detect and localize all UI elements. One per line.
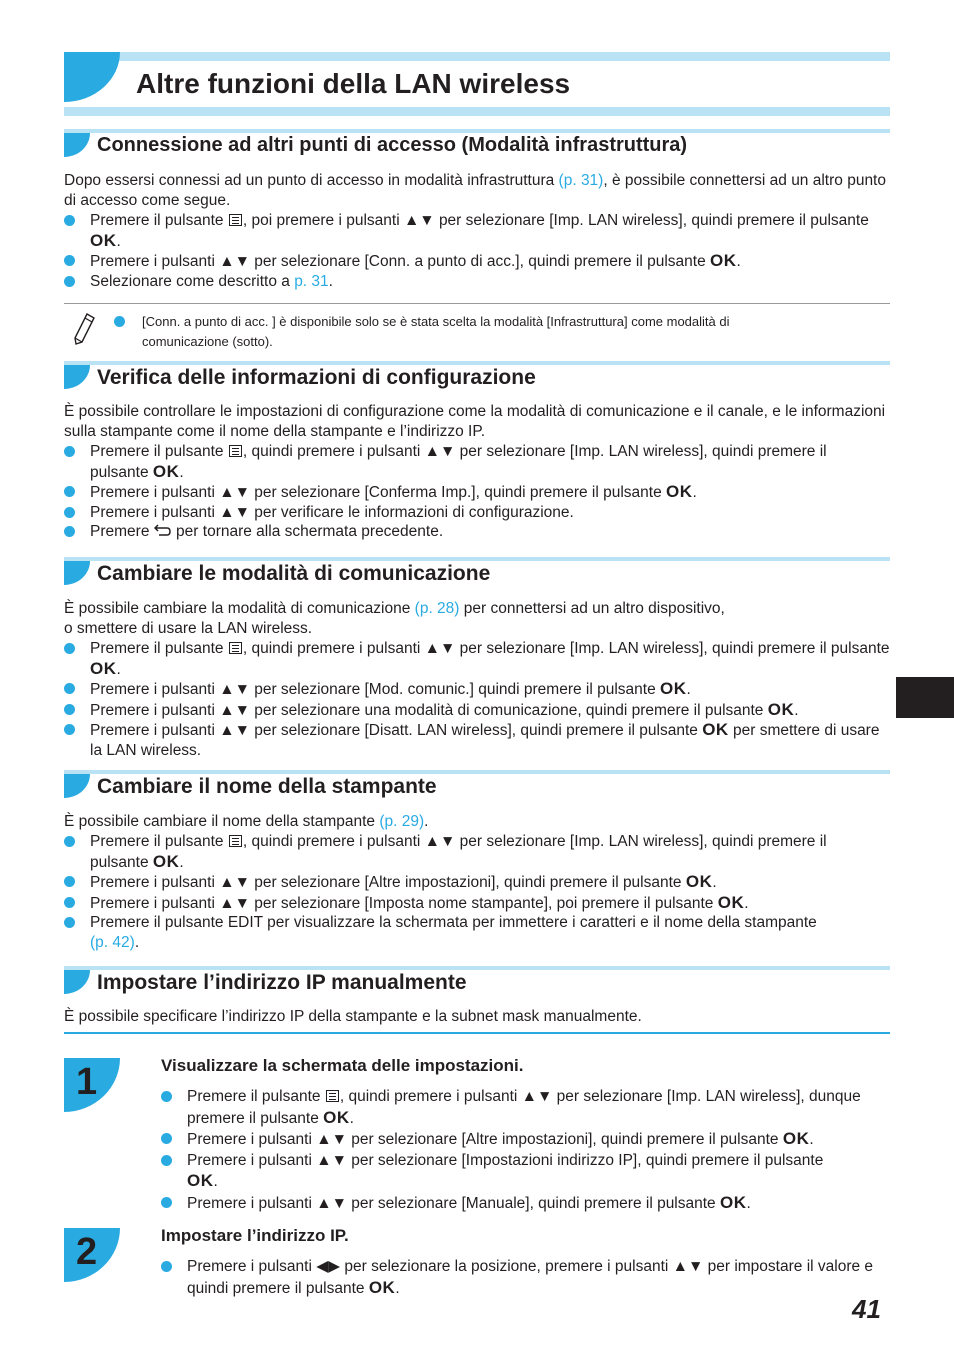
section-title: Cambiare le modalità di comunicazione — [97, 562, 491, 585]
text: Premere il pulsante EDIT per visualizzare la schermata per immettere i caratteri e il nome della stampante — [90, 914, 817, 931]
text: , è possibile connettersi ad un altro punto di accesso come segue. — [64, 172, 886, 209]
list-item — [161, 1193, 890, 1215]
text: , poi premere i pulsanti ▲▼ per selezionare [Imp. LAN wireless], quindi premere il pulsante — [242, 212, 869, 229]
bullet-icon — [64, 724, 75, 735]
ok-icon: OK — [666, 482, 693, 501]
text: . — [712, 874, 717, 891]
section-heading-comm-mode — [64, 557, 890, 587]
list-item — [161, 1151, 890, 1193]
text: Premere il pulsante — [90, 833, 228, 850]
step-title: Impostare l’indirizzo IP. — [161, 1226, 349, 1245]
bullet-icon — [64, 704, 75, 715]
ok-icon: OK — [685, 872, 713, 891]
page-link[interactable]: (p. 29) — [379, 813, 425, 830]
note-box — [64, 303, 890, 354]
text: Premere il pulsante — [90, 443, 228, 460]
text: Selezionare come descritto a — [90, 272, 295, 290]
section-title: Impostare l’indirizzo IP manualmente — [97, 971, 467, 994]
page-link[interactable]: (p. 42) — [90, 933, 135, 951]
step-title: Visualizzare la schermata delle impostazioni. — [161, 1056, 524, 1075]
section-accent-shape — [64, 365, 90, 389]
steps-list — [64, 639, 890, 760]
ok-icon: OK — [368, 1277, 396, 1297]
text: . — [809, 1131, 814, 1148]
step-number-badge — [64, 1058, 120, 1112]
list-item — [64, 211, 890, 251]
text: Premere i pulsanti ▲▼ per selezionare [Conn. a punto di acc.], quindi premere il pulsante — [90, 253, 711, 270]
bullet-icon — [161, 1155, 172, 1166]
chapter-tab — [896, 677, 954, 718]
bullet-icon — [64, 876, 75, 887]
section-accent-shape — [64, 970, 90, 994]
text: . — [213, 1173, 218, 1190]
bullet-icon — [161, 1197, 172, 1208]
bullet-icon — [161, 1091, 172, 1102]
section-accent-shape — [64, 133, 90, 157]
text: per connettersi ad un altro dispositivo, — [459, 600, 725, 617]
section-rule — [64, 361, 890, 365]
text: per tornare alla schermata precedente. — [171, 523, 444, 540]
menu-icon — [229, 642, 242, 654]
text: . — [746, 1194, 751, 1212]
section-title: Connessione ad altri punti di accesso (Modalità infrastruttura) — [97, 134, 688, 156]
bullet-icon — [161, 1133, 172, 1144]
intro-text — [64, 812, 890, 832]
ok-icon: OK — [152, 851, 180, 871]
steps-list — [161, 1257, 890, 1299]
section-rule — [64, 129, 890, 133]
text: Premere i pulsanti ▲▼ per selezionare una modalità di comunicazione, quindi premere il pulsante — [90, 701, 768, 719]
text: per smettere di usare la LAN wireless. — [90, 722, 880, 759]
list-item — [64, 679, 890, 700]
page-link[interactable]: p. 31 — [294, 272, 329, 290]
title-rule-top — [64, 52, 890, 61]
ok-icon: OK — [782, 1129, 810, 1148]
text: Premere il pulsante — [187, 1088, 325, 1105]
text: . — [744, 894, 749, 912]
section-heading-infrastructure — [64, 129, 890, 159]
text: Premere il pulsante — [90, 212, 228, 229]
intro-text — [64, 171, 890, 211]
note-list — [114, 312, 814, 352]
bullet-icon — [64, 836, 75, 847]
text: Premere i pulsanti ▲▼ per selezionare [Imposta nome stampante], poi premere il pulsante — [90, 894, 718, 912]
ok-icon: OK — [767, 699, 795, 719]
text: , quindi premere i pulsanti ▲▼ per selezionare [Imp. LAN wireless], quindi premere il pulsante — [90, 833, 827, 871]
title-rule-bottom — [64, 107, 890, 116]
text: . — [134, 933, 140, 951]
text: Premere i pulsanti ▲▼ per selezionare [Disatt. LAN wireless], quindi premere il pulsante — [90, 722, 703, 739]
list-item — [64, 522, 890, 542]
list-item — [64, 872, 890, 893]
list-item — [64, 272, 890, 292]
text: , quindi premere i pulsanti ▲▼ per selezionare [Imp. LAN wireless], quindi premere il pulsante — [90, 443, 827, 481]
text: . — [692, 484, 697, 501]
bullet-icon — [64, 526, 75, 537]
bullet-icon — [64, 897, 75, 908]
ok-icon: OK — [702, 720, 729, 739]
list-item — [64, 639, 890, 679]
section-body-infrastructure — [64, 171, 890, 291]
back-arrow-icon — [154, 524, 172, 537]
text: Premere i pulsanti ▲▼ per selezionare [Manuale], quindi premere il pulsante — [187, 1194, 720, 1212]
text: . — [736, 253, 741, 270]
list-item — [64, 700, 890, 721]
bullet-icon — [114, 316, 125, 327]
ok-icon: OK — [323, 1107, 350, 1127]
section-title: Verifica delle informazioni di configurazione — [97, 366, 536, 389]
text: Premere i pulsanti ▲▼ per selezionare [Impostazioni indirizzo IP], quindi premere il pulsante — [187, 1151, 824, 1169]
text: È possibile cambiare la modalità di comunicazione — [64, 600, 415, 617]
text: Premere i pulsanti ▲▼ per selezionare [Mod. comunic.] quindi premere il pulsante — [90, 681, 661, 698]
text: . — [179, 853, 184, 871]
menu-icon — [229, 835, 242, 847]
section-body-printer-name — [64, 812, 890, 952]
text: Dopo essersi connessi ad un punto di accesso in modalità infrastruttura — [64, 172, 559, 189]
list-item — [64, 482, 890, 503]
menu-icon — [326, 1090, 339, 1102]
bullet-icon — [64, 507, 75, 518]
bullet-icon — [64, 683, 75, 694]
bullet-icon — [64, 446, 75, 457]
section-body-verify — [64, 402, 890, 542]
menu-icon — [229, 445, 242, 457]
list-item — [64, 503, 890, 523]
step-number: 2 — [76, 1231, 98, 1273]
steps-list — [161, 1087, 890, 1214]
menu-icon — [229, 214, 242, 226]
ok-icon: OK — [710, 251, 737, 270]
list-item — [161, 1087, 890, 1129]
list-item — [161, 1257, 890, 1299]
step-body — [161, 1087, 890, 1214]
bullet-icon — [64, 917, 75, 928]
ok-icon: OK — [717, 892, 745, 912]
title-accent-shape — [64, 52, 120, 102]
text: . — [794, 701, 799, 719]
bullet-icon — [64, 215, 75, 226]
bullet-icon — [64, 643, 75, 654]
ok-icon: OK — [187, 1171, 214, 1190]
section-divider — [64, 1032, 890, 1034]
text: Premere i pulsanti ▲▼ per selezionare [Conferma Imp.], quindi premere il pulsante — [90, 484, 667, 501]
text: Premere i pulsanti ◀▶ per selezionare la posizione, premere i pulsanti ▲▼ per impostare il valore e quindi premere il pulsante — [187, 1258, 874, 1297]
text: . — [179, 463, 184, 481]
list-item — [64, 913, 890, 952]
text: . — [349, 1109, 354, 1127]
text: . — [686, 681, 691, 698]
steps-list — [64, 832, 890, 952]
note-text: [Conn. a punto di acc. ] è disponibile solo se è stata scelta la modalità [Infrastruttura] come modalità di comunicazione (sotto). — [142, 314, 730, 349]
text: Premere — [90, 523, 154, 540]
section-accent-shape — [64, 561, 90, 585]
steps-list — [64, 211, 890, 291]
page-number: 41 — [852, 1294, 881, 1324]
list-item — [64, 442, 890, 482]
text: . — [328, 272, 333, 290]
page-link[interactable]: (p. 28) — [414, 600, 460, 617]
bullet-icon — [161, 1261, 172, 1272]
note-item — [114, 312, 814, 352]
section-rule — [64, 770, 890, 774]
pencil-icon — [72, 312, 96, 346]
bullet-icon — [64, 276, 75, 287]
ok-icon: OK — [660, 679, 687, 698]
text: Premere i pulsanti ▲▼ per selezionare [Altre impostazioni], quindi premere il pulsante — [187, 1131, 783, 1148]
section-heading-printer-name — [64, 770, 890, 800]
ok-icon: OK — [152, 461, 180, 481]
text: Premere il pulsante — [90, 640, 228, 657]
ok-icon: OK — [719, 1192, 747, 1212]
text: o smettere di usare la LAN wireless. — [64, 620, 313, 637]
section-rule — [64, 966, 890, 970]
section-heading-ip-manual — [64, 966, 890, 996]
list-item — [64, 720, 890, 760]
bullet-icon — [64, 486, 75, 497]
text: . — [424, 813, 429, 830]
steps-list — [64, 442, 890, 542]
bullet-icon — [64, 255, 75, 266]
text: Premere i pulsanti ▲▼ per verificare le informazioni di configurazione. — [90, 503, 574, 521]
ok-icon: OK — [90, 658, 117, 678]
step-body — [161, 1257, 890, 1299]
list-item — [64, 832, 890, 872]
section-accent-shape — [64, 774, 90, 798]
section-title: Cambiare il nome della stampante — [97, 775, 437, 798]
page-title-banner — [64, 52, 890, 116]
list-item — [161, 1129, 890, 1151]
step-number-badge — [64, 1228, 120, 1282]
list-item — [64, 251, 890, 272]
list-item — [64, 893, 890, 914]
text: . — [116, 660, 121, 678]
text: . — [116, 232, 121, 250]
intro-text — [64, 599, 890, 639]
step-number: 1 — [76, 1061, 98, 1103]
page-title: Altre funzioni della LAN wireless — [136, 68, 571, 99]
text: È possibile cambiare il nome della stampante — [64, 813, 380, 830]
section-heading-verify — [64, 361, 890, 391]
section-body-comm-mode — [64, 599, 890, 760]
section-body-ip-manual — [64, 1007, 890, 1027]
ok-icon: OK — [90, 230, 117, 250]
text: . — [395, 1279, 400, 1297]
page-link[interactable]: (p. 31) — [558, 172, 604, 189]
text: , quindi premere i pulsanti ▲▼ per selezionare [Imp. LAN wireless], dunque premere il pulsante — [187, 1088, 861, 1127]
text: , quindi premere i pulsanti ▲▼ per selezionare [Imp. LAN wireless], quindi premere il pulsante — [242, 640, 890, 657]
intro-text: È possibile specificare l’indirizzo IP della stampante e la subnet mask manualmente. — [64, 1008, 642, 1025]
text: Premere i pulsanti ▲▼ per selezionare [Altre impostazioni], quindi premere il pulsante — [90, 874, 686, 891]
intro-text: È possibile controllare le impostazioni di configurazione come la modalità di comunicazione e il canale, e le informazioni sulla stampante come il nome della stampante e l’indirizzo IP. — [64, 403, 886, 440]
section-rule — [64, 557, 890, 561]
